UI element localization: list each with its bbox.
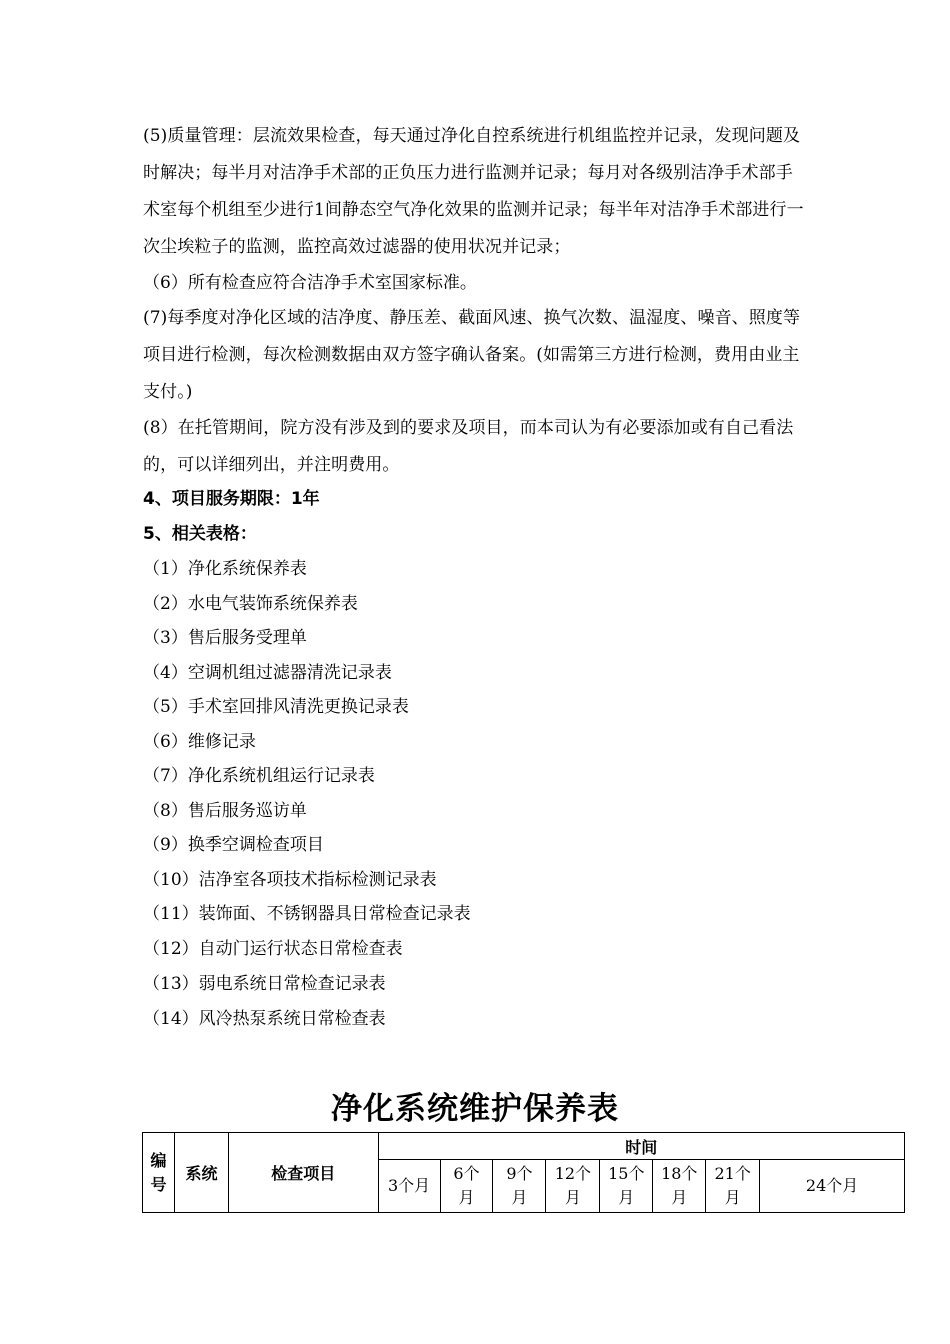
paragraph-standard-compliance: （6）所有检查应符合洁净手术室国家标准。 (143, 273, 477, 293)
list-item: （5）手术室回排风清洗更换记录表 (143, 697, 409, 717)
paragraph-additional-items: (8）在托管期间，院方没有涉及到的要求及项目，而本司认为有必要添加或有自己看法的，可以详细列出，并注明费用。 (143, 418, 794, 475)
list-item: （3）售后服务受理单 (143, 628, 307, 648)
period-12-months: 12个月 (546, 1160, 600, 1213)
header-system: 系统 (174, 1133, 228, 1213)
period-3-months: 3个月 (378, 1160, 440, 1213)
table-title: 净化系统维护保养表 (331, 1091, 619, 1127)
header-check-item: 检查项目 (228, 1133, 378, 1213)
list-item: （10）洁净室各项技术指标检测记录表 (143, 870, 437, 890)
list-item: （2）水电气装饰系统保养表 (143, 594, 358, 614)
list-item: （6）维修记录 (143, 732, 256, 752)
header-number: 编号 (143, 1133, 175, 1213)
period-21-months: 21个月 (706, 1160, 760, 1213)
paragraph-quarterly-inspection: (7)每季度对净化区域的洁净度、静压差、截面风速、换气次数、温湿度、噪音、照度等项目进行检测，每次检测数据由双方签字确认备案。(如需第三方进行检测，费用由业主支付。) (143, 308, 801, 402)
list-item: （1）净化系统保养表 (143, 559, 307, 579)
list-item: （7）净化系统机组运行记录表 (143, 766, 375, 786)
list-item: （14）风冷热泵系统日常检查表 (143, 1009, 386, 1029)
heading-related-tables: 5、相关表格： (143, 524, 257, 544)
list-item: （9）换季空调检查项目 (143, 835, 324, 855)
period-9-months: 9个月 (493, 1160, 546, 1213)
period-6-months: 6个月 (440, 1160, 493, 1213)
header-time: 时间 (378, 1133, 904, 1160)
list-item: （13）弱电系统日常检查记录表 (143, 974, 386, 994)
period-24-months: 24个月 (760, 1160, 905, 1213)
list-item: （12）自动门运行状态日常检查表 (143, 939, 403, 959)
paragraph-quality-management: (5)质量管理：层流效果检查，每天通过净化自控系统进行机组监控并记录，发现问题及时解决；每半月对洁净手术部的正负压力进行监测并记录；每月对各级别洁净手术部手术室每个机组至少进行1间静态空气净化效果的监测并记录；每半年对洁净手术部进行一次尘埃粒子的监测，监控高效过滤器的使用状况并记录； (143, 126, 804, 257)
list-item: （4）空调机组过滤器清洗记录表 (143, 663, 392, 683)
maintenance-table (142, 1132, 905, 1213)
list-item: （8）售后服务巡访单 (143, 801, 307, 821)
heading-service-period: 4、项目服务期限：1年 (143, 489, 320, 509)
list-item: （11）装饰面、不锈钢器具日常检查记录表 (143, 904, 471, 924)
period-15-months: 15个月 (600, 1160, 653, 1213)
period-18-months: 18个月 (653, 1160, 706, 1213)
